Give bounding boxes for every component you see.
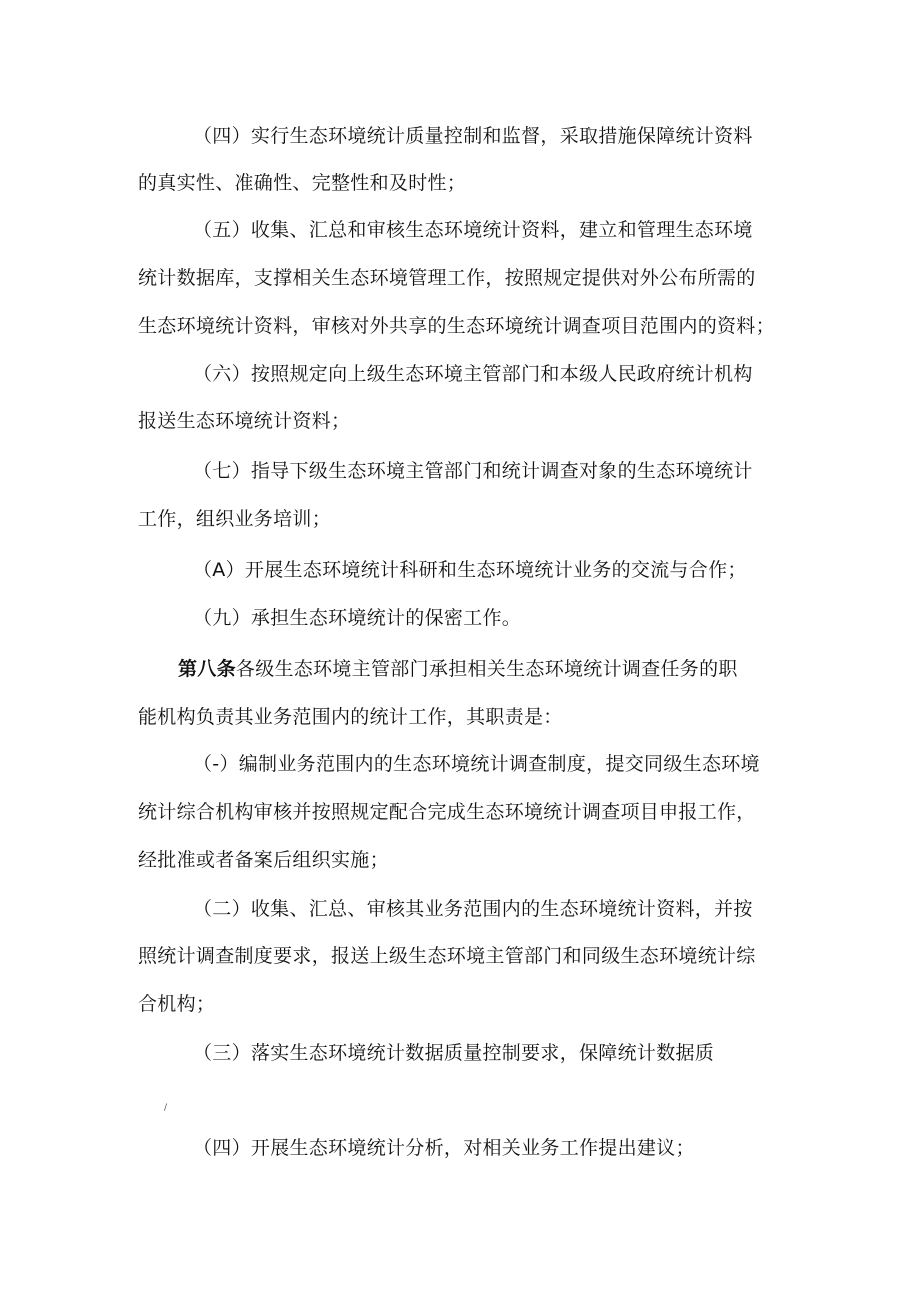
text-line: （七）指导下级生态环境主管部门和统计调查对象的生态环境统计 <box>193 460 753 482</box>
article-line <box>178 657 738 681</box>
text-line: 经批准或者备案后组织实施； <box>138 849 389 871</box>
text-line: 统计综合机构审核并按照规定配合完成生态环境统计调查项目申报工作， <box>138 801 756 823</box>
text-line: 生态环境统计资料，审核对外共享的生态环境统计调查项目范围内的资料； <box>138 315 775 337</box>
text-line: 的真实性、准确性、完整性和及时性； <box>138 172 467 194</box>
text-line: 能机构负责其业务范围内的统计工作，其职责是： <box>138 706 563 728</box>
stray-mark: / <box>164 1103 168 1113</box>
article-label: 第八条 <box>178 658 236 680</box>
article-text: 各级生态环境主管部门承担相关生态环境统计调查任务的职 <box>235 658 738 680</box>
text-line: 工作，组织业务培训； <box>138 508 332 530</box>
text-line: （A）开展生态环境统计科研和生态环境统计业务的交流与合作； <box>193 559 747 581</box>
text-line: （二）收集、汇总、审核其业务范围内的生态环境统计资料，并按 <box>193 898 753 920</box>
text-line: 统计数据库，支撑相关生态环境管理工作，按照规定提供对外公布所需的 <box>138 267 756 289</box>
text-line: （六）按照规定向上级生态环境主管部门和本级人民政府统计机构 <box>193 363 753 385</box>
text-line: （五）收集、汇总和审核生态环境统计资料，建立和管理生态环境 <box>193 219 753 241</box>
text-line: （九）承担生态环境统计的保密工作。 <box>193 607 522 629</box>
text-line: 照统计调查制度要求，报送上级生态环境主管部门和同级生态环境统计综 <box>138 945 756 967</box>
text-line: （四）开展生态环境统计分析，对相关业务工作提出建议； <box>193 1137 695 1159</box>
text-line: （四）实行生态环境统计质量控制和监督，采取措施保障统计资料 <box>193 125 753 147</box>
text-line: （三）落实生态环境统计数据质量控制要求，保障统计数据质 <box>193 1042 715 1064</box>
text-line: （-）编制业务范围内的生态环境统计调查制度，提交同级生态环境 <box>193 753 760 775</box>
text-line: 报送生态环境统计资料； <box>138 410 351 432</box>
text-line: 合机构； <box>138 993 216 1015</box>
